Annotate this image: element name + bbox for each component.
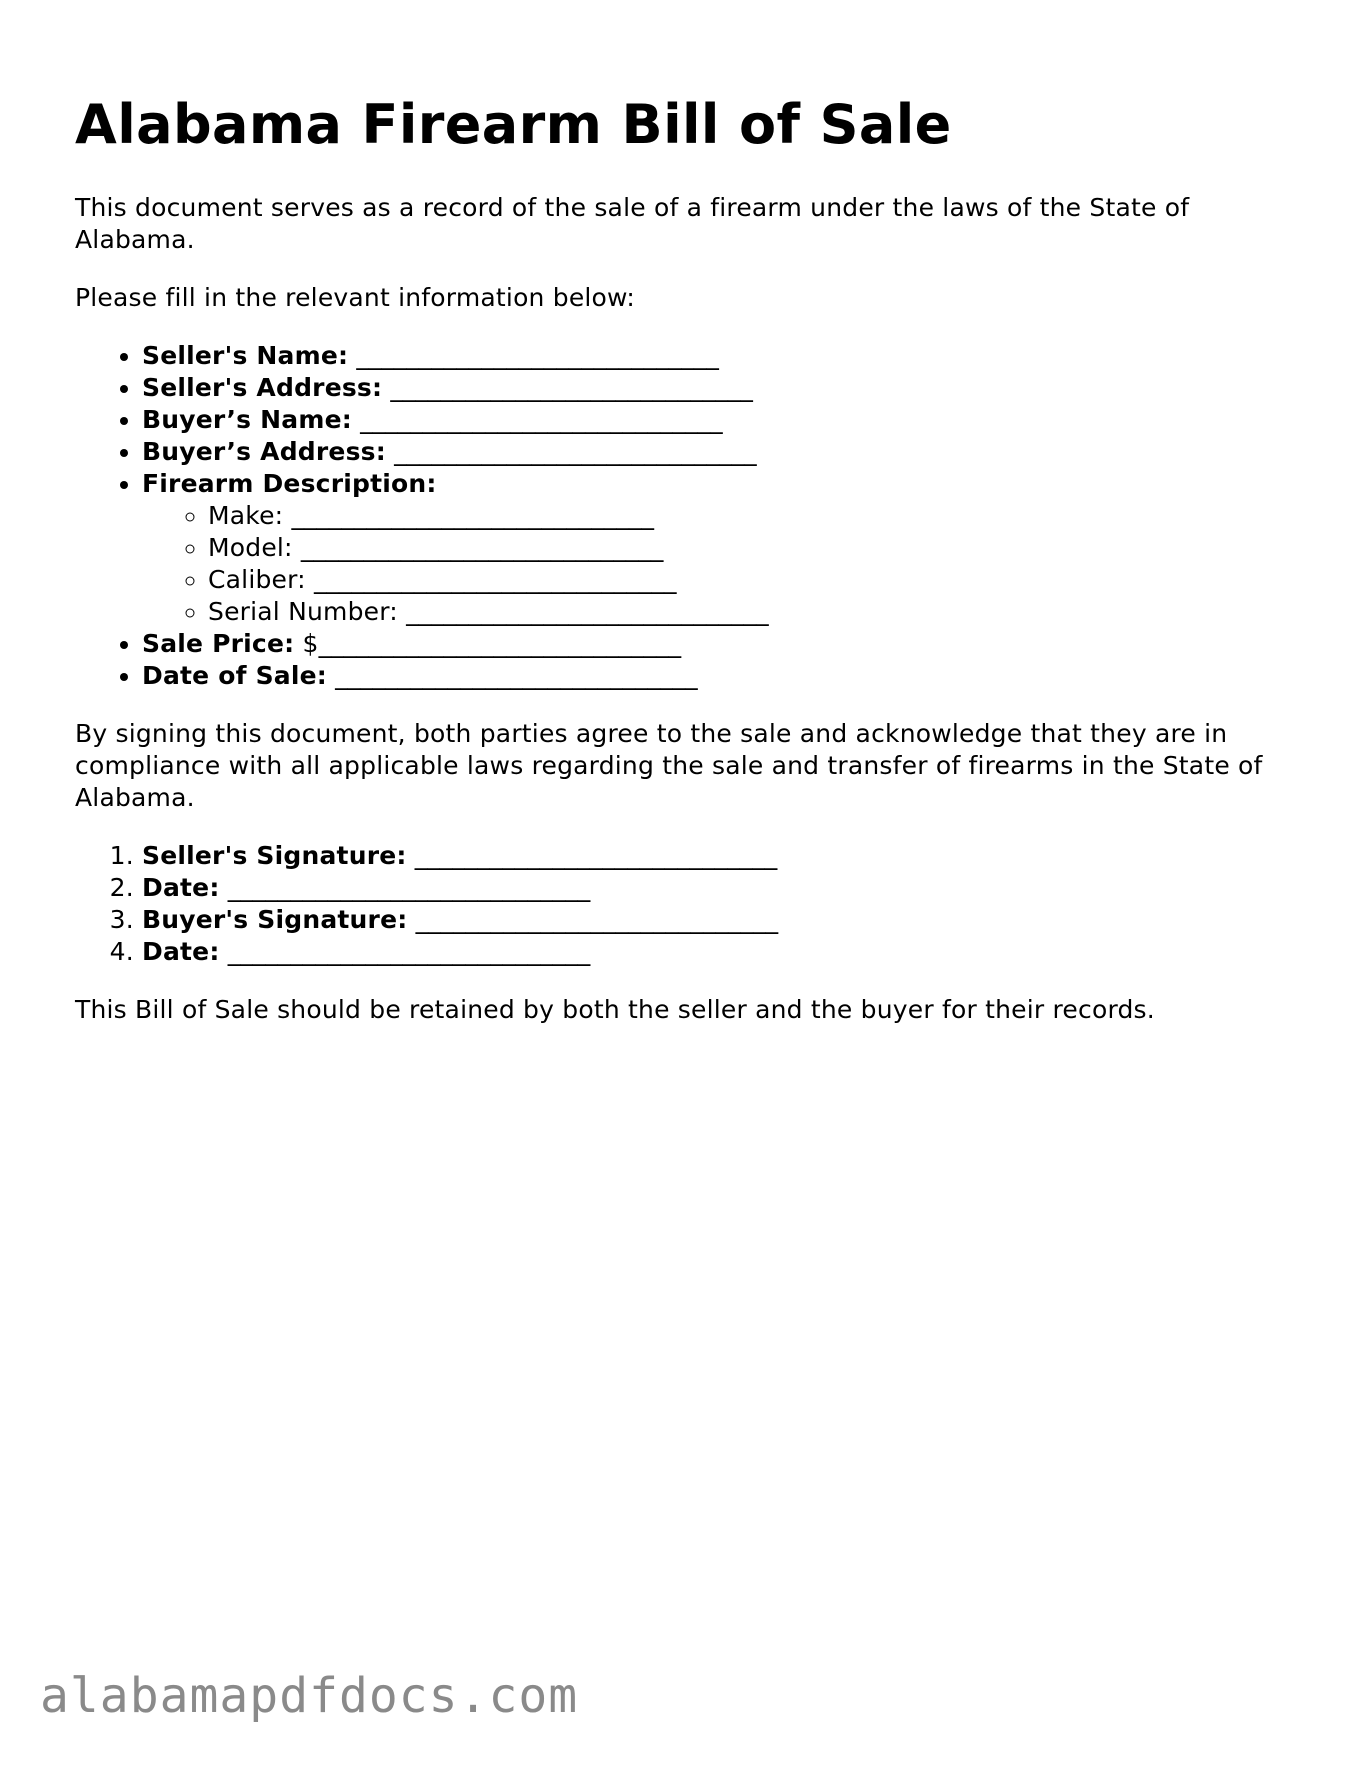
buyer-signature-label: Buyer's Signature: xyxy=(142,905,408,934)
date-of-sale-blank: _____________________________ xyxy=(335,661,698,690)
seller-signature-label: Seller's Signature: xyxy=(142,841,407,870)
model-item xyxy=(208,532,1305,564)
firearm-description-sublist xyxy=(142,500,1305,628)
seller-name-item xyxy=(142,340,1305,372)
serial-number-label: Serial Number: xyxy=(208,597,398,626)
firearm-description-label: Firearm Description: xyxy=(142,469,437,498)
buyer-date-label: Date: xyxy=(142,937,220,966)
buyer-signature-item xyxy=(142,904,1305,936)
sale-price-item xyxy=(142,628,1305,660)
buyer-date-blank: _____________________________ xyxy=(227,937,591,966)
agreement-paragraph: By signing this document, both parties agree to the sale and acknowledge that they are in compliance with all applicable laws regarding the sale and transfer of firearms in the State of Alabama. xyxy=(75,719,1263,812)
seller-address-item xyxy=(142,372,1305,404)
signature-list xyxy=(75,840,1305,968)
serial-number-item xyxy=(208,596,1305,628)
seller-signature-item xyxy=(142,840,1305,872)
sale-price-blank: _____________________________ xyxy=(318,629,682,658)
buyer-address-item xyxy=(142,436,1305,468)
document-title: Alabama Firearm Bill of Sale xyxy=(75,93,952,156)
buyer-signature-blank: _____________________________ xyxy=(415,905,779,934)
buyer-address-blank: _____________________________ xyxy=(394,437,757,466)
site-watermark: alabamapdfdocs.com xyxy=(40,1668,579,1724)
date-of-sale-label: Date of Sale: xyxy=(142,661,327,690)
buyer-date-item xyxy=(142,936,1305,968)
caliber-label: Caliber: xyxy=(208,565,306,594)
make-item xyxy=(208,500,1305,532)
closing-paragraph: This Bill of Sale should be retained by both the seller and the buyer for their records. xyxy=(75,995,1155,1024)
make-blank: _____________________________ xyxy=(291,501,654,530)
seller-signature-blank: _____________________________ xyxy=(414,841,778,870)
sale-price-currency: $ xyxy=(302,629,319,658)
seller-name-blank: _____________________________ xyxy=(356,341,719,370)
buyer-name-item xyxy=(142,404,1305,436)
seller-date-blank: _____________________________ xyxy=(227,873,591,902)
date-of-sale-item xyxy=(142,660,1305,692)
seller-date-label: Date: xyxy=(142,873,220,902)
serial-number-blank: _____________________________ xyxy=(406,597,769,626)
make-label: Make: xyxy=(208,501,284,530)
caliber-blank: _____________________________ xyxy=(313,565,677,594)
caliber-item xyxy=(208,564,1305,596)
sale-details-list xyxy=(75,340,1305,692)
buyer-address-label: Buyer’s Address: xyxy=(142,437,386,466)
intro-paragraph: This document serves as a record of the sale of a firearm under the laws of the State of Alabama. xyxy=(75,193,1190,254)
seller-address-label: Seller's Address: xyxy=(142,373,383,402)
document-page xyxy=(75,88,1305,1052)
seller-date-item xyxy=(142,872,1305,904)
model-blank: _____________________________ xyxy=(300,533,664,562)
buyer-name-label: Buyer’s Name: xyxy=(142,405,352,434)
seller-address-blank: _____________________________ xyxy=(390,373,753,402)
sale-price-label: Sale Price: xyxy=(142,629,295,658)
firearm-description-item xyxy=(142,468,1305,628)
buyer-name-blank: _____________________________ xyxy=(360,405,723,434)
seller-name-label: Seller's Name: xyxy=(142,341,349,370)
instructions-paragraph: Please fill in the relevant information below: xyxy=(75,283,635,312)
model-label: Model: xyxy=(208,533,293,562)
